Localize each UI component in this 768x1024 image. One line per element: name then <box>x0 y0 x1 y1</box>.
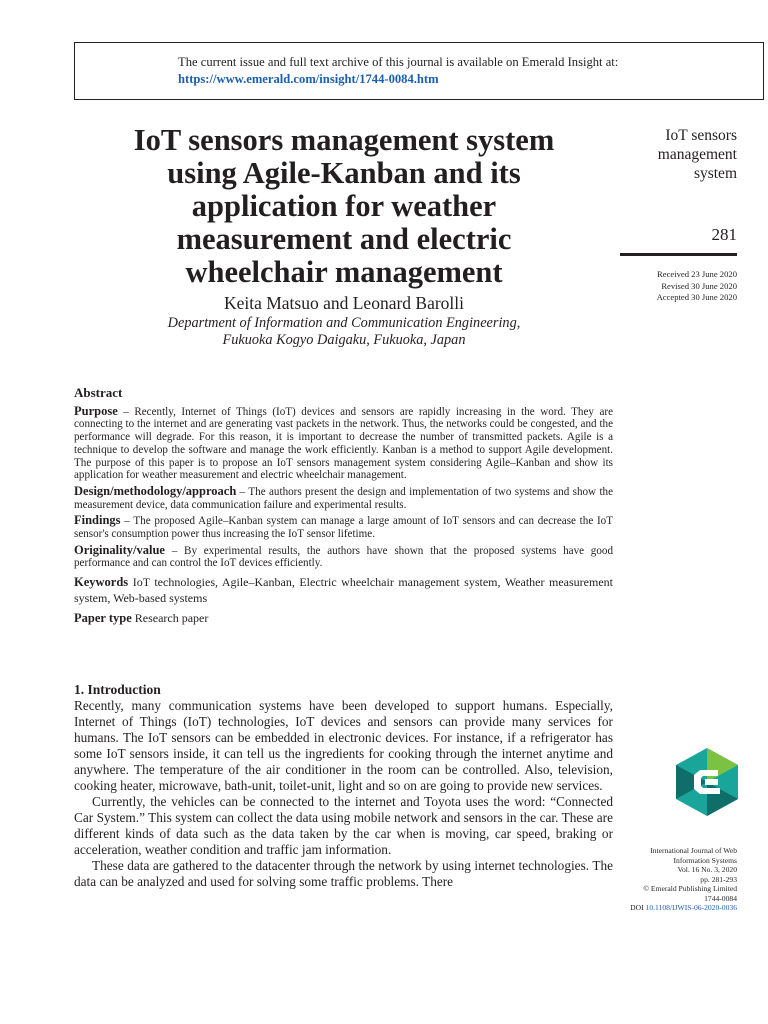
accepted-date: Accepted 30 June 2020 <box>656 292 737 302</box>
title-line: IoT sensors management system <box>133 123 555 157</box>
abstract-originality <box>74 544 613 570</box>
keywords-label: Keywords <box>74 575 129 590</box>
design-label: Design/methodology/approach <box>74 483 237 498</box>
purpose-text: – Recently, Internet of Things (IoT) devices and sensors are rapidly increasing in the word. They are connecting to the internet and are generating vast packets in the network. Thus, the networks could be congested, and the performance will degrade. For this reason, it is important to decrease the number of transmitted packets. Agile is a technique to develop the software and manage the work efficiently. Kanban is a method to support Agile development. The purpose of this paper is to propose an IoT sensors management system considering Agile–Kanban and show its application for weather measurement and electric wheelchair management. <box>74 405 613 482</box>
availability-text: The current issue and full text archive of this journal is available on Emerald Insight at: <box>178 55 619 69</box>
journal-availability-box <box>74 42 764 100</box>
affiliation <box>74 315 614 349</box>
journal-name: Information Systems <box>673 855 737 865</box>
abstract-design <box>74 485 613 511</box>
title-line: wheelchair management <box>185 255 503 289</box>
purpose-label: Purpose <box>74 403 118 418</box>
originality-label: Originality/value <box>74 542 165 557</box>
abstract-purpose <box>74 405 613 482</box>
findings-label: Findings <box>74 513 121 528</box>
originality-text: – By experimental results, the authors have shown that the proposed systems have good performance and can control the IoT devices efficiently. <box>74 544 613 570</box>
paper-type-label: Paper type <box>74 611 132 626</box>
journal-info <box>620 846 737 913</box>
intro-paragraph: Recently, many communication systems have been developed to support humans. Especially, Internet of Things (IoT) technologies, IoT devices and sensors can provide many services for humans. The IoT sensors can be embedded in electronic devices. For instance, if a refrigerator has some IoT sensors inside, it can tell us the ingredients for cooking through the internet anytime and anywhere. The temperature of the air conditioner in the room can be controlled. Also, television, cooking heater, microwave, bath-unit, toilet-unit, light and so on are going to provide new services. <box>74 698 613 793</box>
running-title-line: management <box>657 146 737 163</box>
doi-label: DOI <box>630 903 646 912</box>
journal-issn: 1744-0084 <box>704 893 737 903</box>
abstract-paper-type <box>74 612 613 625</box>
journal-url-link[interactable]: https://www.emerald.com/insight/1744-0084.htm <box>178 72 439 86</box>
paper-type-text: Research paper <box>131 611 209 626</box>
article-title <box>74 124 614 289</box>
journal-volume: Vol. 16 No. 3, 2020 <box>677 865 737 874</box>
title-line: using Agile-Kanban and its <box>167 156 521 190</box>
abstract-keywords <box>74 574 613 606</box>
abstract-findings <box>74 514 613 540</box>
page-number: 281 <box>711 225 737 244</box>
journal-publisher: © Emerald Publishing Limited <box>643 884 737 893</box>
intro-paragraph: Currently, the vehicles can be connected to the internet and Toyota uses the word: “Connected Car System.” This system can collect the data using mobile network and sensors in the car. These are different kinds of data such as the data taken by the car when is moving, car speed, braking or acceleration, weather condition and traffic jam information. <box>74 794 613 857</box>
design-text: – The authors present the design and implementation of two systems and show the measurement device, data communication failure and experimental results. <box>74 485 613 511</box>
revised-date: Revised 30 June 2020 <box>661 280 737 291</box>
received-date: Received 23 June 2020 <box>657 269 737 279</box>
keywords-text: IoT technologies, Agile–Kanban, Electric wheelchair management system, Weather measurement system, Web-based systems <box>74 575 613 606</box>
running-title-line: IoT sensors <box>665 127 737 144</box>
abstract-section <box>74 387 613 628</box>
running-title <box>620 126 737 183</box>
abstract-heading: Abstract <box>74 385 123 400</box>
author-names: Keita Matsuo and Leonard Barolli <box>223 293 465 313</box>
introduction-section <box>74 682 613 890</box>
running-title-line: system <box>693 165 737 182</box>
submission-dates <box>620 269 737 304</box>
introduction-heading: 1. Introduction <box>74 682 161 697</box>
crossmark-logo-icon[interactable] <box>676 748 738 816</box>
title-line: application for weather <box>191 189 497 223</box>
affiliation-line: Department of Information and Communication Engineering, <box>167 315 521 331</box>
doi-link[interactable]: 10.1108/IJWIS-06-2020-0036 <box>645 903 737 912</box>
side-divider <box>620 253 737 256</box>
findings-text: – The proposed Agile–Kanban system can manage a large amount of IoT sensors and can decrease the IoT sensor's consumption power thus increasing the IoT sensor lifetime. <box>74 515 613 541</box>
title-line: measurement and electric <box>176 222 512 256</box>
journal-name: International Journal of Web <box>650 846 737 855</box>
intro-paragraph: These data are gathered to the datacenter through the network by using internet technologies. The data can be analyzed and used for solving some traffic problems. There <box>74 858 613 889</box>
journal-pages: pp. 281-293 <box>700 874 737 884</box>
affiliation-line: Fukuoka Kogyo Daigaku, Fukuoka, Japan <box>222 332 466 348</box>
